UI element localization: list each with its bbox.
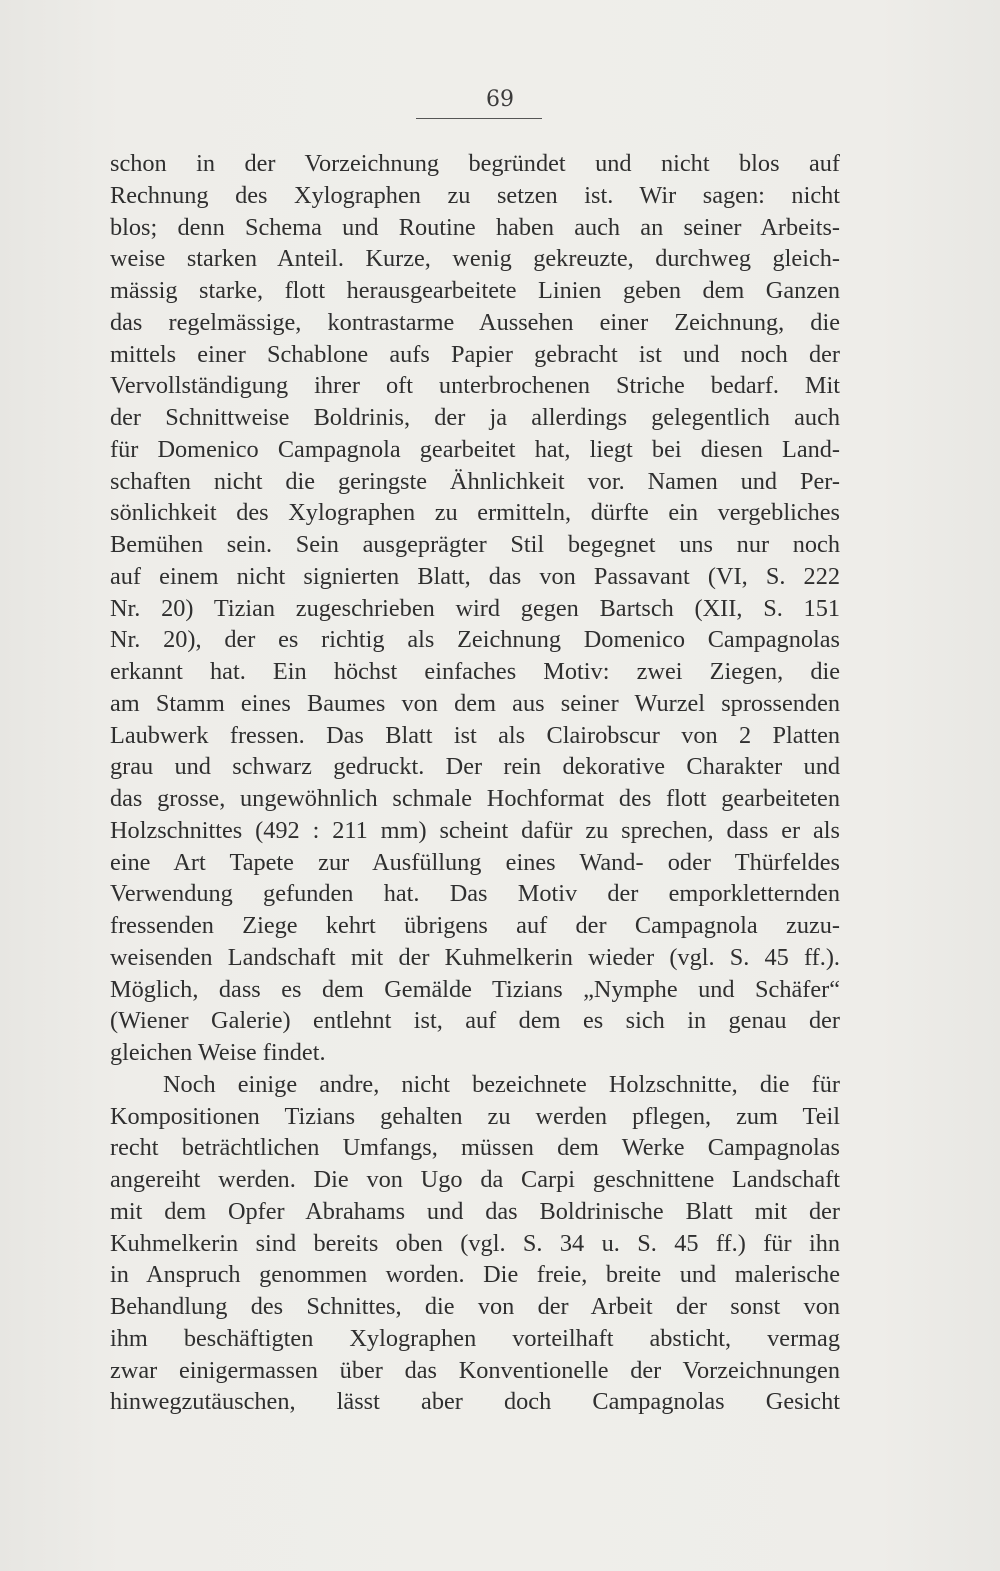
text-line: Vervollständigung ihrer oft unterbrochenen Striche bedarf. Mit [110, 372, 840, 400]
text-line: der Schnittweise Boldrinis, der ja allerdings gelegentlich auch [110, 404, 840, 431]
text-line: schaften nicht die geringste Ähnlichkeit vor. Namen und Per- [110, 467, 840, 495]
text-line: mässig starke, flott herausgearbeitete Linien geben dem Ganzen [110, 277, 840, 304]
text-line: Laubwerk fressen. Das Blatt ist als Clairobscur von 2 Platten [110, 721, 840, 749]
text-line: gleichen Weise findet. [110, 1039, 326, 1066]
text-line: (Wiener Galerie) entlehnt ist, auf dem es sich in genau der [110, 1007, 840, 1035]
text-line: mit dem Opfer Abrahams und das Boldrinische Blatt mit der [110, 1197, 840, 1225]
paragraph [110, 148, 840, 1069]
text-line: mittels einer Schablone aufs Papier gebracht ist und noch der [110, 340, 840, 368]
text-line: in Anspruch genommen worden. Die freie, breite und malerische [110, 1261, 840, 1289]
text-line: recht beträchtlichen Umfangs, müssen dem Werke Campagnolas [110, 1134, 840, 1162]
text-line: blos; denn Schema und Routine haben auch an seiner Arbeits- [110, 213, 840, 241]
text-line: sönlichkeit des Xylographen zu ermitteln, dürfte ein vergebliches [110, 499, 840, 527]
text-line: Verwendung gefunden hat. Das Motiv der emporkletternden [110, 880, 840, 908]
text-line: weisenden Landschaft mit der Kuhmelkerin wieder (vgl. S. 45 ff.). [110, 943, 840, 971]
text-line: grau und schwarz gedruckt. Der rein dekorative Charakter und [110, 753, 840, 781]
text-line: auf einem nicht signierten Blatt, das von Passavant (VI, S. 222 [110, 562, 840, 590]
text-line: zwar einigermassen über das Konventionelle der Vorzeichnungen [110, 1356, 840, 1384]
header-rule [416, 118, 542, 119]
text-line: erkannt hat. Ein höchst einfaches Motiv: zwei Ziegen, die [110, 658, 840, 685]
text-line: Bemühen sein. Sein ausgeprägter Stil begegnet uns nur noch [110, 531, 840, 558]
text-line: Noch einige andre, nicht bezeichnete Holzschnitte, die für [163, 1070, 840, 1098]
paragraph [110, 1069, 840, 1418]
page-number: 69 [486, 87, 514, 112]
text-line: schon in der Vorzeichnung begründet und nicht blos auf [110, 150, 840, 177]
text-line: Kuhmelkerin sind bereits oben (vgl. S. 34 u. S. 45 ff.) für ihn [110, 1229, 840, 1257]
body-text [110, 148, 840, 1418]
text-line: weise starken Anteil. Kurze, wenig gekreuzte, durchweg gleich- [110, 245, 840, 273]
text-line: angereiht werden. Die von Ugo da Carpi geschnittene Landschaft [110, 1166, 840, 1193]
text-line: Kompositionen Tizians gehalten zu werden pflegen, zum Teil [110, 1102, 840, 1130]
text-line: Holzschnittes (492 : 211 mm) scheint dafür zu sprechen, dass er als [110, 816, 840, 844]
text-line: für Domenico Campagnola gearbeitet hat, liegt bei diesen Land- [110, 435, 840, 463]
text-line: ihm beschäftigten Xylographen vorteilhaft absticht, vermag [110, 1324, 840, 1352]
text-line: am Stamm eines Baumes von dem aus seiner Wurzel sprossenden [110, 689, 840, 717]
text-line: hinwegzutäuschen, lässt aber doch Campagnolas Gesicht [110, 1388, 840, 1416]
text-line: das regelmässige, kontrastarme Aussehen einer Zeichnung, die [110, 308, 840, 336]
text-line: Nr. 20) Tizian zugeschrieben wird gegen Bartsch (XII, S. 151 [110, 594, 840, 622]
text-line: Möglich, dass es dem Gemälde Tizians „Nymphe und Schäfer“ [110, 975, 840, 1003]
text-line: Rechnung des Xylographen zu setzen ist. Wir sagen: nicht [110, 181, 840, 209]
text-line: Nr. 20), der es richtig als Zeichnung Domenico Campagnolas [110, 626, 840, 654]
text-line: das grosse, ungewöhnlich schmale Hochformat des flott gearbeiteten [110, 785, 840, 812]
text-line: Behandlung des Schnittes, die von der Arbeit der sonst von [110, 1293, 840, 1320]
text-line: fressenden Ziege kehrt übrigens auf der Campagnola zuzu- [110, 912, 840, 939]
text-line: eine Art Tapete zur Ausfüllung eines Wand- oder Thürfeldes [110, 848, 840, 876]
